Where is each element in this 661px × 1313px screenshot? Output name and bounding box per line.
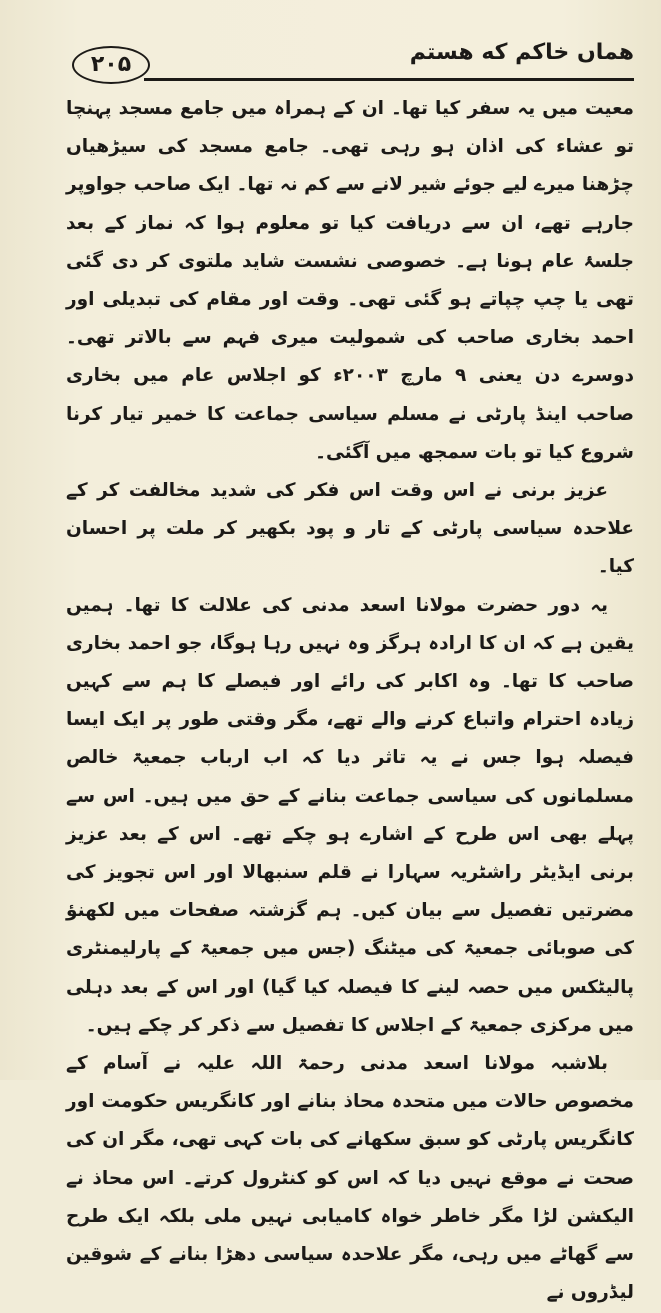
body-text	[66, 90, 634, 1313]
paragraph: عزیز برنی نے اس وقت اس فکر کی شدید مخالفت کر کے علاحدہ سیاسی پارٹی کے تار و پود بکھیر کر ملت پر احسان کیا۔	[66, 480, 634, 578]
running-title: هماں خاکم که هستم	[409, 40, 634, 65]
paragraph: معیت میں یہ سفر کیا تھا۔ ان کے ہمراہ میں جامع مسجد پہنچا تو عشاء کی اذان ہو رہی تھی۔ جامع مسجد کی سیڑھیاں چڑھنا میرے لیے جوئے شیر لانے سے کم نہ تھا۔ ایک صاحب جواوپر جارہے تھے، ان سے دریافت کیا تو معلوم ہوا کہ نماز کے بعد جلسۂ عام ہونا ہے۔ خصوصی نشست شاید ملتوی کر دی گئی تھی یا چپ چپاتے ہو گئی تھی۔ وقت اور مقام کی تبدیلی اور احمد بخاری صاحب کی شمولیت میری فہم سے بالاتر تھی۔ دوسرے دن یعنی ۹ مارچ ۲۰۰۳ء کو اجلاس عام میں بخاری صاحب اینڈ پارٹی نے مسلم سیاسی جماعت کا خمیر تیار کرنا شروع کیا تو بات سمجھ میں آگئی۔	[66, 98, 634, 463]
page-number: ۲۰۵	[72, 46, 150, 84]
header-rule	[144, 78, 634, 81]
paragraph: یہ دور حضرت مولانا اسعد مدنی کی علالت کا تھا۔ ہمیں یقین ہے کہ ان کا ارادہ ہرگز وہ نہیں رہا ہوگا، جو احمد بخاری صاحب کا تھا۔ وہ اکابر کی رائے اور فیصلے کا ہم سے کہیں زیادہ احترام واتباع کرنے والے تھے، مگر وقتی طور پر ایک ایسا فیصلہ ہوا جس نے یہ تاثر دیا کہ اب ارباب جمعیۃ خالص مسلمانوں کی سیاسی جماعت بنانے کے حق میں ہیں۔ اس سے پہلے بھی اس طرح کے اشارے ہو چکے تھے۔ اس کے بعد عزیز برنی ایڈیٹر راشٹریہ سہارا نے قلم سنبھالا اور اس تجویز کی مضرتیں تفصیل سے بیان کیں۔ ہم گزشتہ صفحات میں لکھنؤ کی صوبائی جمعیۃ کی میٹنگ (جس میں جمعیۃ کے پارلیمنٹری پالیٹکس میں حصہ لینے کا فیصلہ کیا گیا) اور اس کے بعد دہلی میں مرکزی جمعیۃ کے اجلاس کا تفصیل سے ذکر کر چکے ہیں۔	[66, 594, 634, 1036]
page-header	[62, 38, 634, 94]
paragraph: بلاشبہ مولانا اسعد مدنی رحمۃ اللہ علیہ نے آسام کے مخصوص حالات میں متحدہ محاذ بنانے اور کانگریس حکومت اور کانگریس پارٹی کو سبق سکھانے کی بات کہی تھی، مگر ان کی صحت نے موقع نہیں دیا کہ اس کو کنٹرول کرتے۔ اس محاذ نے الیکشن لڑا مگر خاطر خواہ کامیابی نہیں ملی بلکہ ایک طرح سے گھاٹے میں رہی، مگر علاحدہ سیاسی دھڑا بنانے کے شوقین لیڈروں نے	[66, 1053, 634, 1304]
